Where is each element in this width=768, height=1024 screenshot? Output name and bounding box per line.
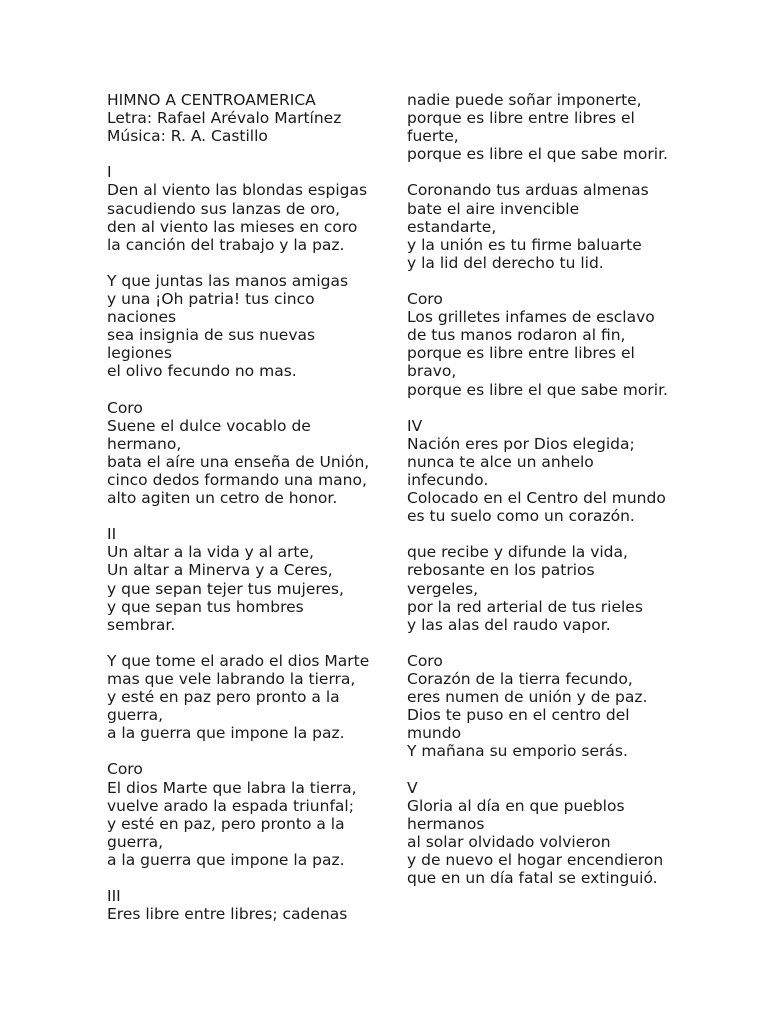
text-line: Letra: Rafael Arévalo Martínez: [107, 109, 342, 128]
blank-line: [107, 634, 377, 652]
text-line: Coro: [407, 651, 443, 670]
text-line: estandarte,: [407, 217, 497, 236]
text-line: II: [107, 525, 117, 544]
text-line: porque es libre el que sabe morir.: [407, 145, 668, 164]
text-line: y esté en paz, pero pronto a la: [107, 814, 345, 833]
text-line: Los grilletes infames de esclavo: [407, 308, 655, 327]
blank-line: [407, 399, 677, 417]
text-line: infecundo.: [407, 470, 489, 489]
text-line: Y que juntas las manos amigas: [107, 271, 349, 290]
text-line: a la guerra que impone la paz.: [107, 724, 345, 743]
text-line: rebosante en los patrios: [407, 561, 595, 580]
text-line: mundo: [407, 724, 462, 743]
text-line: Eres libre entre libres; cadenas: [107, 905, 348, 924]
text-line: guerra,: [107, 706, 164, 725]
text-line: y la unión es tu firme baluarte: [407, 235, 642, 254]
blank-line: [107, 254, 377, 272]
text-line: cinco dedos formando una mano,: [107, 470, 367, 489]
text-line: bata el aíre una enseña de Unión,: [107, 452, 370, 471]
blank-line: [407, 525, 677, 543]
text-line: eres numen de unión y de paz.: [407, 688, 648, 707]
blank-line: [107, 145, 377, 163]
text-line: de tus manos rodaron al fin,: [407, 326, 626, 345]
text-line: y las alas del raudo vapor.: [407, 615, 611, 634]
blank-line: [407, 163, 677, 181]
text-line: sacudiendo sus lanzas de oro,: [107, 199, 341, 218]
text-line: mas que vele labrando la tierra,: [107, 670, 356, 688]
text-line: IV: [407, 416, 423, 435]
text-line: Corazón de la tierra fecundo,: [407, 670, 633, 688]
text-line: guerra,: [107, 832, 164, 851]
text-line: y de nuevo el hogar encendieron: [407, 850, 664, 869]
text-line: Dios te puso en el centro del: [407, 706, 630, 725]
text-line: sembrar.: [107, 615, 176, 634]
text-line: sea insignia de sus nuevas: [107, 326, 316, 345]
text-line: Coronando tus arduas almenas: [407, 181, 649, 200]
text-line: por la red arterial de tus rieles: [407, 597, 643, 616]
blank-line: [107, 507, 377, 525]
text-line: Nación eres por Dios elegida;: [407, 434, 635, 453]
blank-line: [407, 272, 677, 290]
text-line: El dios Marte que labra la tierra,: [107, 778, 357, 797]
text-line: Y que tome el arado el dios Marte: [107, 651, 370, 670]
blank-line: [107, 869, 377, 887]
left-column: [107, 91, 377, 923]
text-line: III: [107, 887, 121, 906]
blank-line: [107, 742, 377, 760]
text-line: hermano,: [107, 434, 182, 453]
right-column: [407, 91, 677, 887]
text-line: legiones: [107, 344, 172, 363]
text-line: Den al viento las blondas espigas: [107, 181, 368, 200]
text-line: Un altar a la vida y al arte,: [107, 543, 314, 562]
text-line: Gloria al día en que pueblos: [407, 796, 625, 815]
text-line: y que sepan tejer tus mujeres,: [107, 579, 344, 598]
text-line: naciones: [107, 308, 177, 327]
text-line: den al viento las mieses en coro: [107, 217, 358, 236]
text-line: Coro: [407, 290, 443, 309]
text-line: Un altar a Minerva y a Ceres,: [107, 561, 333, 580]
text-line: Y mañana su emporio serás.: [407, 742, 628, 761]
text-line: alto agiten un cetro de honor.: [107, 489, 338, 508]
text-line: y esté en paz pero pronto a la: [107, 688, 340, 707]
text-line: porque es libre entre libres el: [407, 344, 635, 363]
text-line: nadie puede soñar imponerte,: [407, 91, 642, 109]
text-line: V: [407, 778, 418, 797]
blank-line: [407, 634, 677, 652]
text-line: a la guerra que impone la paz.: [107, 850, 345, 869]
text-line: porque es libre entre libres el: [407, 109, 635, 128]
text-line: la canción del trabajo y la paz.: [107, 235, 345, 254]
text-line: I: [107, 163, 112, 182]
text-line: porque es libre el que sabe morir.: [407, 380, 668, 399]
text-line: vergeles,: [407, 579, 479, 598]
text-line: vuelve arado la espada triunfal;: [107, 796, 354, 815]
text-line: al solar olvidado volvieron: [407, 832, 611, 851]
blank-line: [107, 381, 377, 399]
text-line: que recibe y difunde la vida,: [407, 543, 628, 562]
text-line: Suene el dulce vocablo de: [107, 416, 311, 435]
text-line: Colocado en el Centro del mundo: [407, 489, 666, 508]
text-line: y la lid del derecho tu lid.: [407, 253, 604, 272]
text-line: hermanos: [407, 814, 485, 833]
text-line: Coro: [107, 398, 143, 417]
text-line: Coro: [107, 760, 143, 779]
text-line: y que sepan tus hombres: [107, 597, 304, 616]
text-line: el olivo fecundo no mas.: [107, 362, 297, 381]
text-line: bravo,: [407, 362, 457, 381]
text-line: bate el aire invencible: [407, 199, 580, 218]
text-line: HIMNO A CENTROAMERICA: [107, 91, 316, 109]
blank-line: [407, 760, 677, 778]
text-line: nunca te alce un anhelo: [407, 452, 594, 471]
text-line: es tu suelo como un corazón.: [407, 507, 635, 526]
text-line: y una ¡Oh patria! tus cinco: [107, 290, 315, 309]
text-line: Música: R. A. Castillo: [107, 127, 268, 146]
text-line: fuerte,: [407, 127, 459, 146]
text-line: que en un día fatal se extinguió.: [407, 869, 658, 888]
